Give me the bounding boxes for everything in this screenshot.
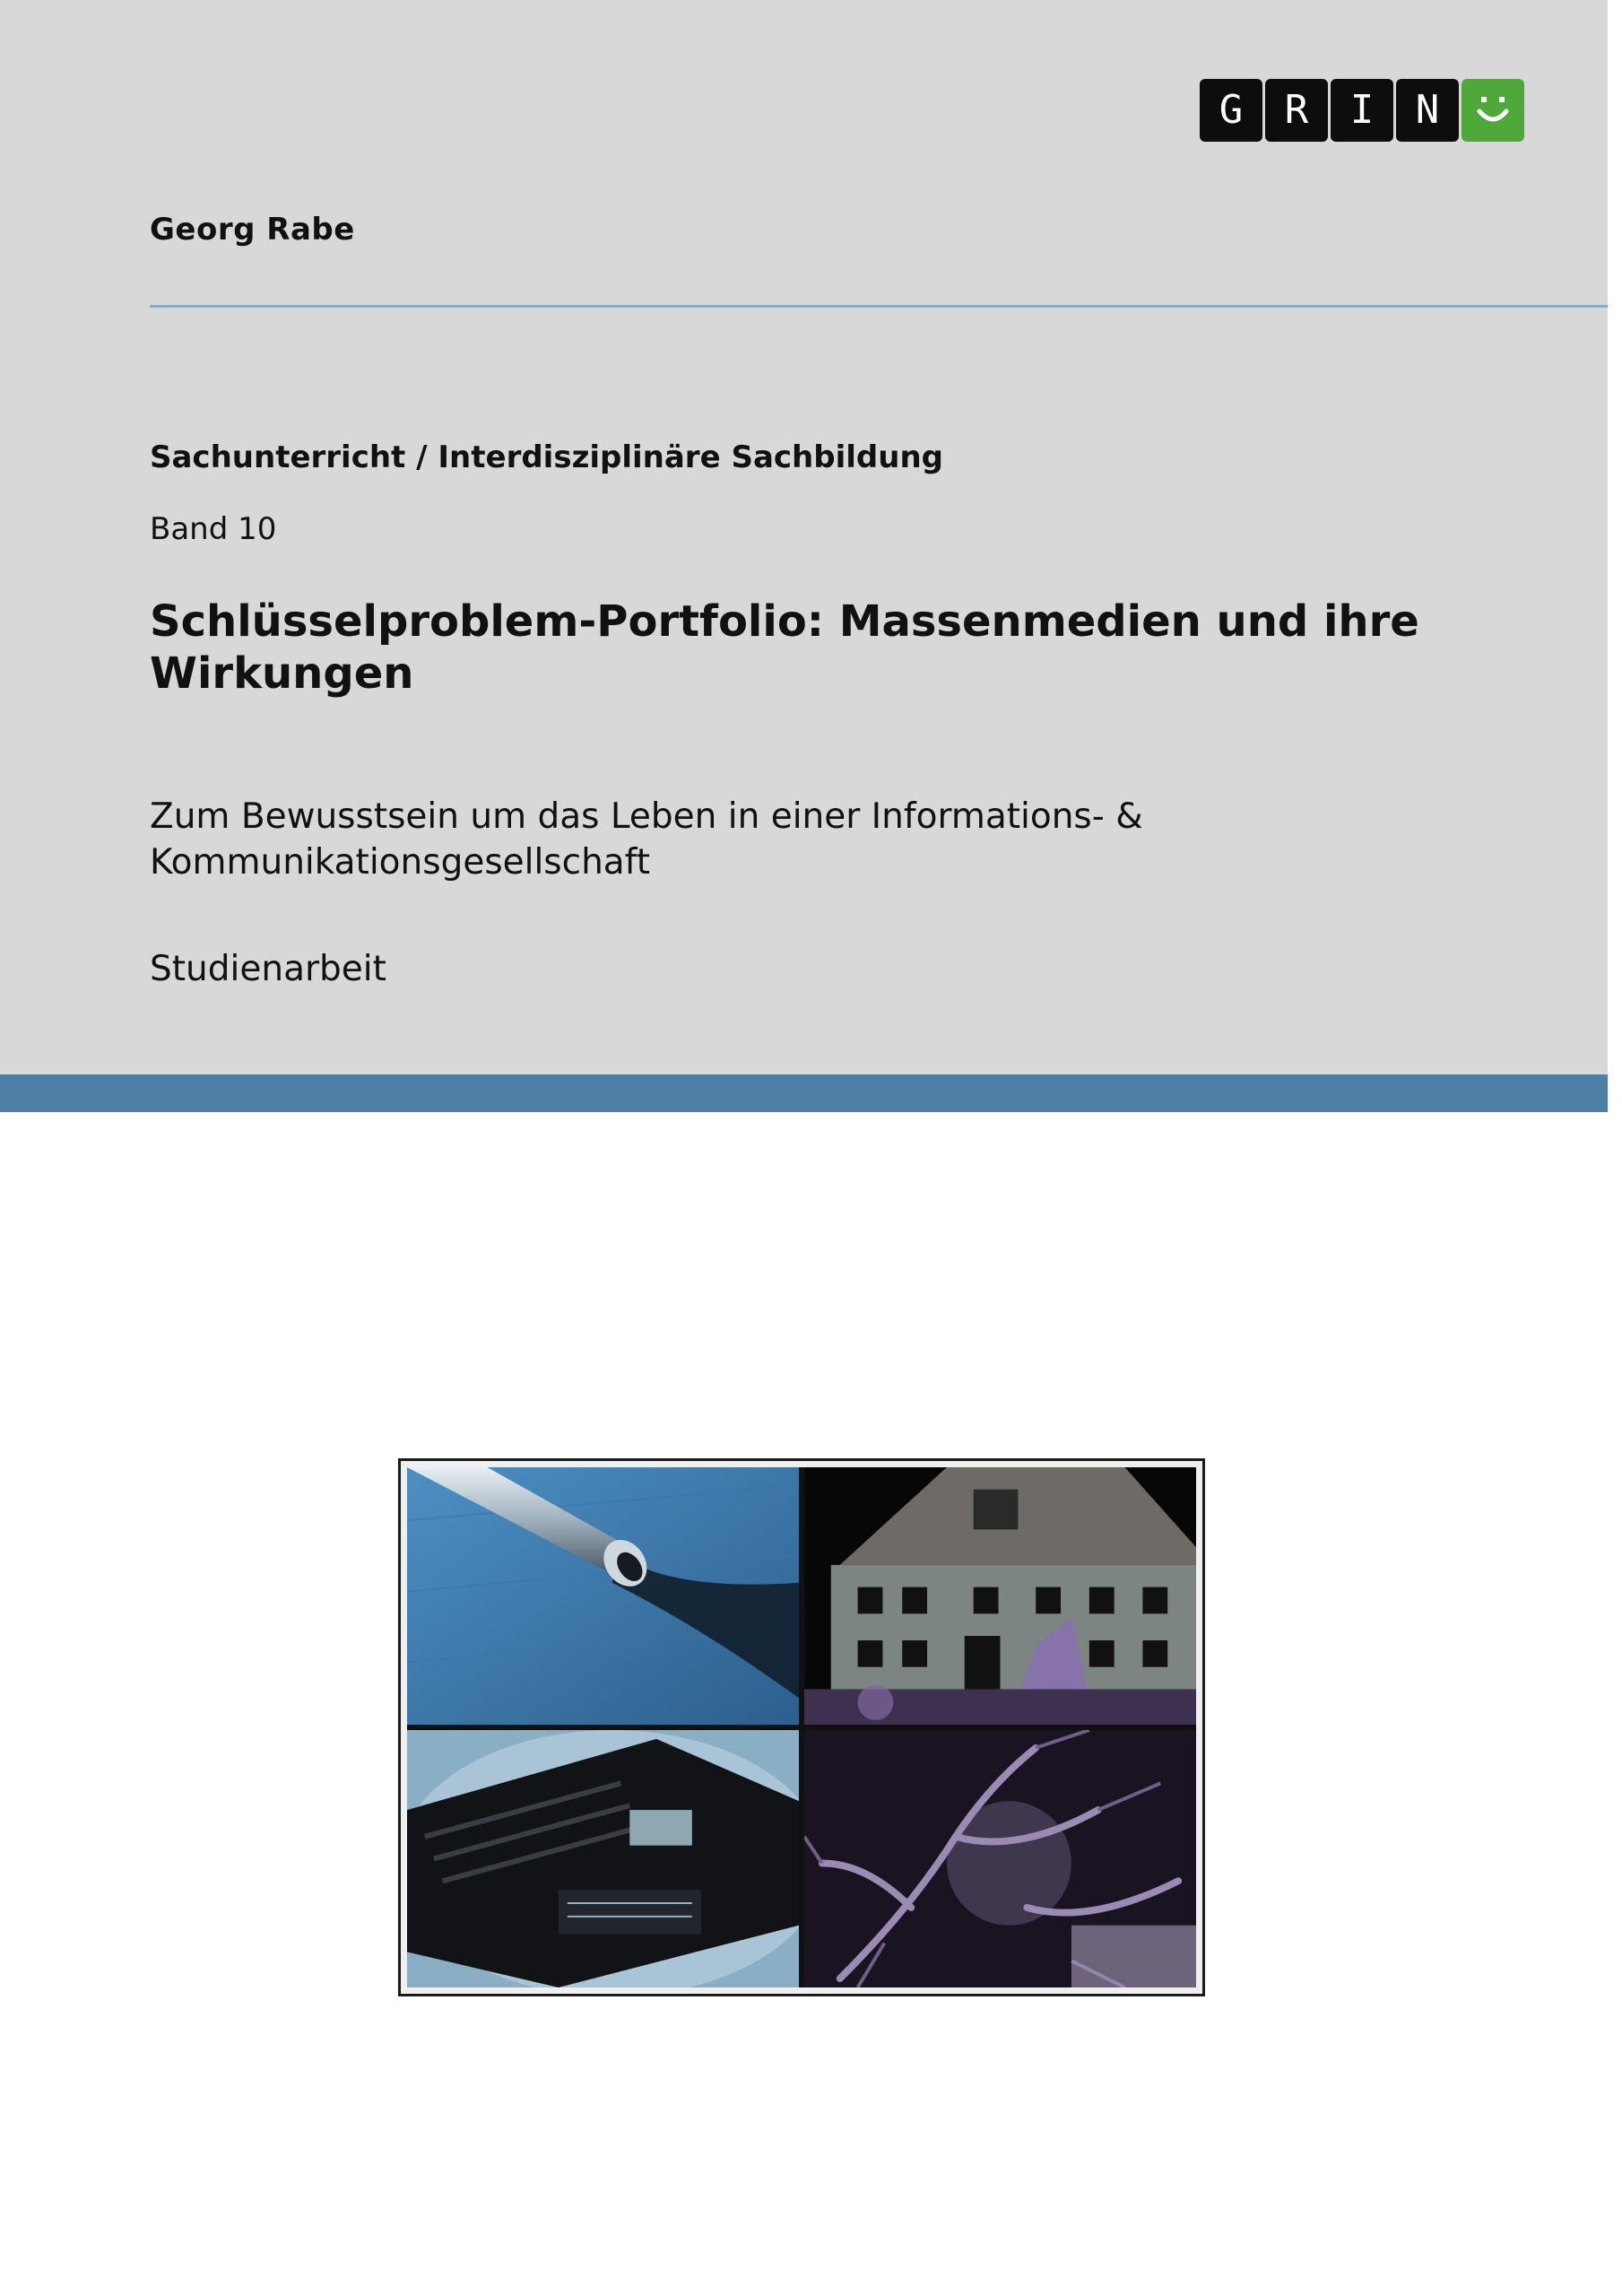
book-title: Schlüsselproblem-Portfolio: Massenmedien und ihre Wirkungen (150, 596, 1419, 699)
logo-letter-i: I (1331, 79, 1393, 142)
divider (150, 305, 1608, 308)
blue-band (0, 1074, 1608, 1112)
volume-number: Band 10 (150, 511, 277, 547)
collage-panel-device-image (407, 1730, 799, 1987)
collage-panel-pipe-image (407, 1467, 799, 1725)
logo-letter-g: G (1200, 79, 1262, 142)
smiley-face-icon (1462, 79, 1524, 142)
logo-letter-r: R (1265, 79, 1328, 142)
collage-panel-tree-image (804, 1730, 1196, 1987)
grin-logo (1200, 79, 1524, 142)
logo-letter-n: N (1396, 79, 1459, 142)
document-type: Studienarbeit (150, 949, 386, 989)
series-title: Sachunterricht / Interdisziplinäre Sachbildung (150, 439, 943, 475)
author-name: Georg Rabe (150, 212, 355, 248)
cover-image-collage (398, 1458, 1205, 1996)
collage-panel-house-image (804, 1467, 1196, 1725)
book-subtitle: Zum Bewusstsein um das Leben in einer Informations- & Kommunikationsgesellschaft (150, 796, 1143, 883)
